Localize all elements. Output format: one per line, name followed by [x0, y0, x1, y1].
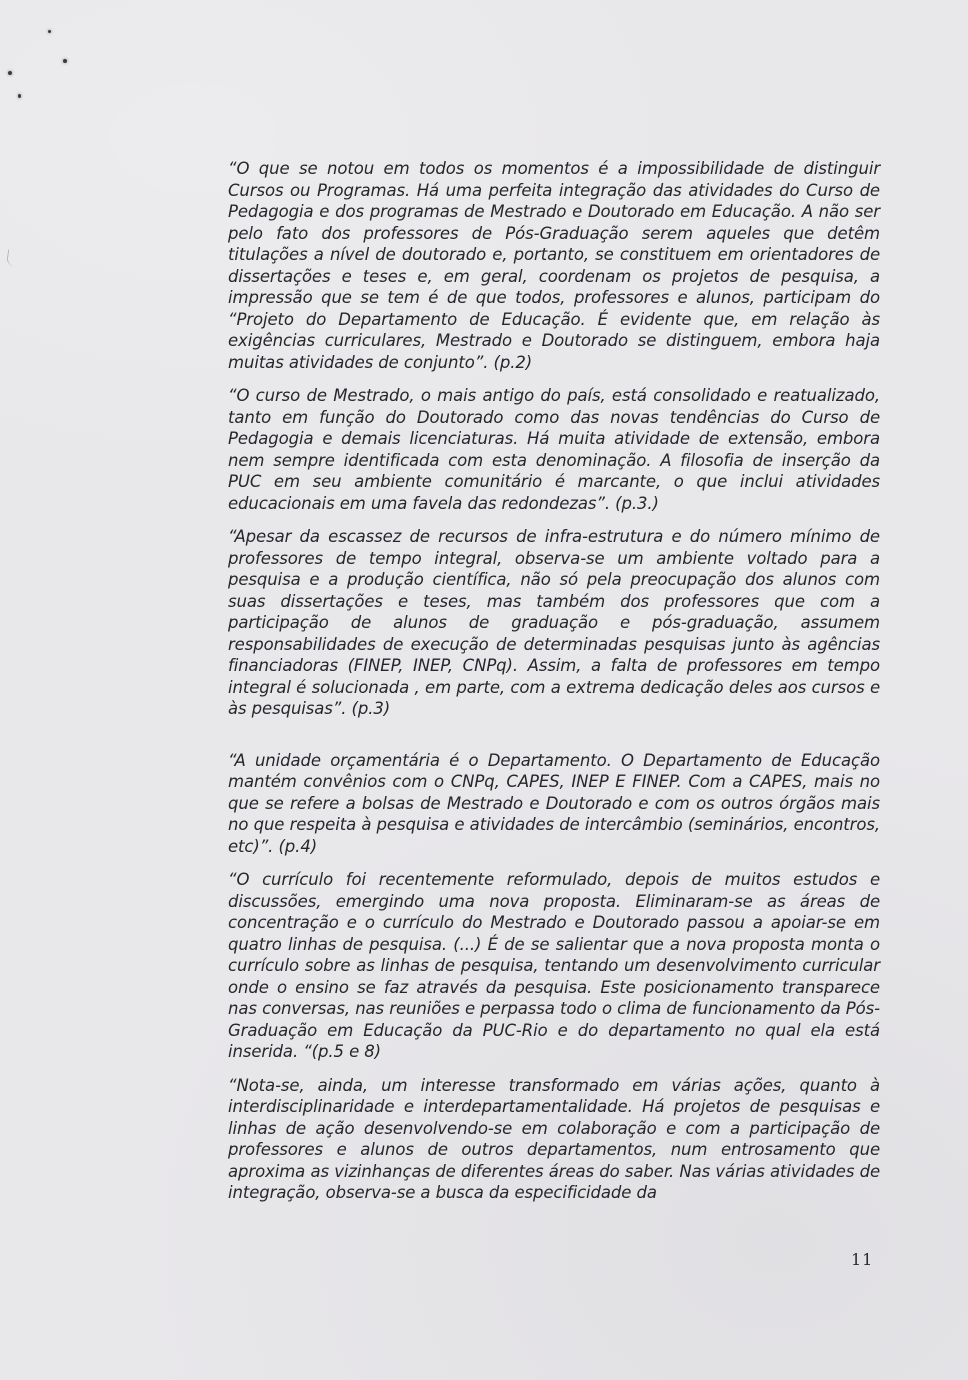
quote-paragraph-4: “A unidade orçamentária é o Departamento. O Departamento de Educação mantém convênios com o CNPq, CAPES, INEP E FINEP. Com a CAPES, mais no que se refere a bolsas de Mestrado e Doutorado e com os outros órgãos mais no que respeita à pesquisa e atividades de intercâmbio (seminários, encontros, etc)”. (p.4)	[228, 750, 880, 856]
scan-speckle	[63, 59, 67, 63]
page-number: 11	[851, 1250, 874, 1269]
document-body	[228, 158, 880, 1216]
quote-paragraph-5: “O currículo foi recentemente reformulado, depois de muitos estudos e discussões, emergindo uma nova proposta. Eliminaram-se as áreas de concentração e o currículo do Mestrado e Doutorado passou a apoiar-se em quatro linhas de pesquisa. (...) É de se salientar que a nova proposta monta o currículo sobre as linhas de pesquisa, tentando um desenvolvimento curricular onde o ensino se faz através da pesquisa. Este posicionamento transparece nas conversas, nas reuniões e perpassa todo o clima de funcionamento da Pós-Graduação em Educação da PUC-Rio e do departamento no qual ela está inserida. “(p.5 e 8)	[228, 870, 880, 1061]
scan-speckle	[8, 71, 12, 75]
quote-paragraph-3: “Apesar da escassez de recursos de infra-estrutura e do número mínimo de professores de tempo integral, observa-se um ambiente voltado para a pesquisa e a produção científica, não só pela preocupação dos alunos com suas dissertações e teses, mas também dos professores que com a participação de alunos de graduação e pós-graduação, assumem responsabilidades de execução de determinadas pesquisas junto às agências financiadoras (FINEP, INEP, CNPq). Assim, a falta de professores em tempo integral é solucionada , em parte, com a extrema dedicação deles aos cursos e às pesquisas”. (p.3)	[228, 527, 880, 718]
scan-speckle	[48, 30, 51, 33]
scan-scratch	[6, 249, 17, 266]
quote-paragraph-1: “O que se notou em todos os momentos é a impossibilidade de distinguir Cursos ou Programas. Há uma perfeita integração das atividades do Curso de Pedagogia e dos programas de Mestrado e Doutorado em Educação. A não ser pelo fato dos professores de Pós-Graduação serem aqueles que detêm titulações a nível de doutorado e, portanto, se constituem em orientadores de dissertações e teses e, em geral, coordenam os projetos de pesquisa, a impressão que se tem é de que todos, professores e alunos, participam do “Projeto do Departamento de Educação. É evidente que, em relação às exigências curriculares, Mestrado e Doutorado se distinguem, embora haja muitas atividades de conjunto”. (p.2)	[228, 159, 880, 372]
scan-speckle	[18, 94, 21, 98]
quote-paragraph-2: “O curso de Mestrado, o mais antigo do país, está consolidado e reatualizado, tanto em função do Doutorado como das novas tendências do Curso de Pedagogia e demais licenciaturas. Há muita atividade de extensão, embora nem sempre identificada com esta denominação. A filosofia de inserção da PUC em seu ambiente comunitário é marcante, o que inclui atividades educacionais em uma favela das redondezas”. (p.3.)	[228, 386, 880, 513]
quote-paragraph-6: “Nota-se, ainda, um interesse transformado em várias ações, quanto à interdisciplinaridade e interdepartamentalidade. Há projetos de pesquisas e linhas de ação desenvolvendo-se em colaboração e com a participação de professores e alunos de outros departamentos, num entrosamento que aproxima as vizinhanças de diferentes áreas do saber. Nas várias atividades de integração, observa-se a busca da especificidade da	[228, 1075, 880, 1202]
